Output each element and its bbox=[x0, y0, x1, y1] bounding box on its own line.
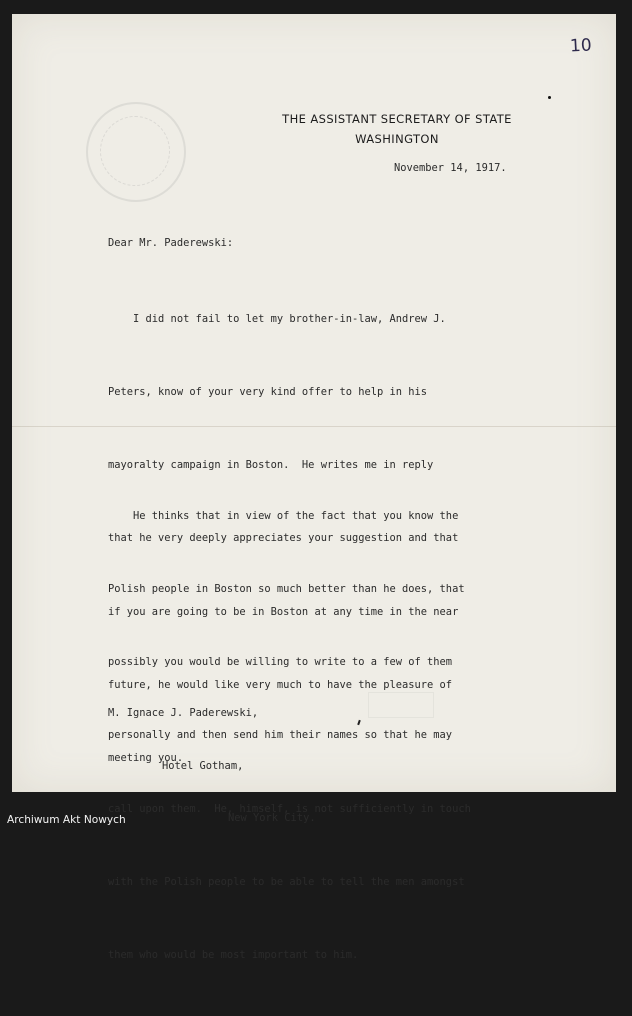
text-line: He thinks that in view of the fact that you know the bbox=[108, 509, 459, 522]
text-line: meeting you. bbox=[108, 752, 184, 765]
handwritten-page-number: 10 bbox=[569, 35, 593, 57]
text-line: that he very deeply appreciates your suggestion and that bbox=[108, 532, 459, 545]
letterhead bbox=[282, 109, 512, 149]
text-line: Peters, know of your very kind offer to help in his bbox=[108, 386, 428, 399]
letter-date: November 14, 1917. bbox=[394, 162, 507, 174]
salutation: Dear Mr. Paderewski: bbox=[108, 237, 234, 249]
text-line: I did not fail to let my brother-in-law, Andrew J. bbox=[108, 312, 446, 325]
archive-footer: Archiwum Akt Nowych bbox=[7, 814, 126, 826]
text-line: them who would be most important to him. bbox=[108, 949, 359, 962]
text-line: call upon them. He, himself, is not sufficiently in touch bbox=[108, 802, 471, 815]
address-line-name: M. Ignace J. Paderewski, bbox=[108, 707, 259, 719]
recipient-address bbox=[108, 670, 316, 863]
text-line: future, he would like very much to have the pleasure of bbox=[108, 678, 453, 691]
text-line: Polish people in Boston so much better than he does, that bbox=[108, 583, 465, 596]
ink-dot bbox=[548, 96, 551, 99]
address-line-city: New York City. bbox=[228, 812, 316, 824]
text-line: if you are going to be in Boston at any time in the near bbox=[108, 605, 459, 618]
letterhead-title: THE ASSISTANT SECRETARY OF STATE bbox=[282, 112, 512, 126]
text-line: with the Polish people to be able to tell the men amongst bbox=[108, 875, 465, 888]
text-line: mayoralty campaign in Boston. He writes me in reply bbox=[108, 459, 434, 472]
text-line: possibly you would be willing to write to a few of them bbox=[108, 656, 453, 669]
address-line-hotel: Hotel Gotham, bbox=[162, 759, 244, 772]
embossed-seal-icon bbox=[86, 102, 186, 202]
text-line: personally and then send him their names so that he may bbox=[108, 729, 453, 742]
letterhead-city: WASHINGTON bbox=[355, 132, 439, 146]
faint-stamp bbox=[368, 692, 434, 718]
